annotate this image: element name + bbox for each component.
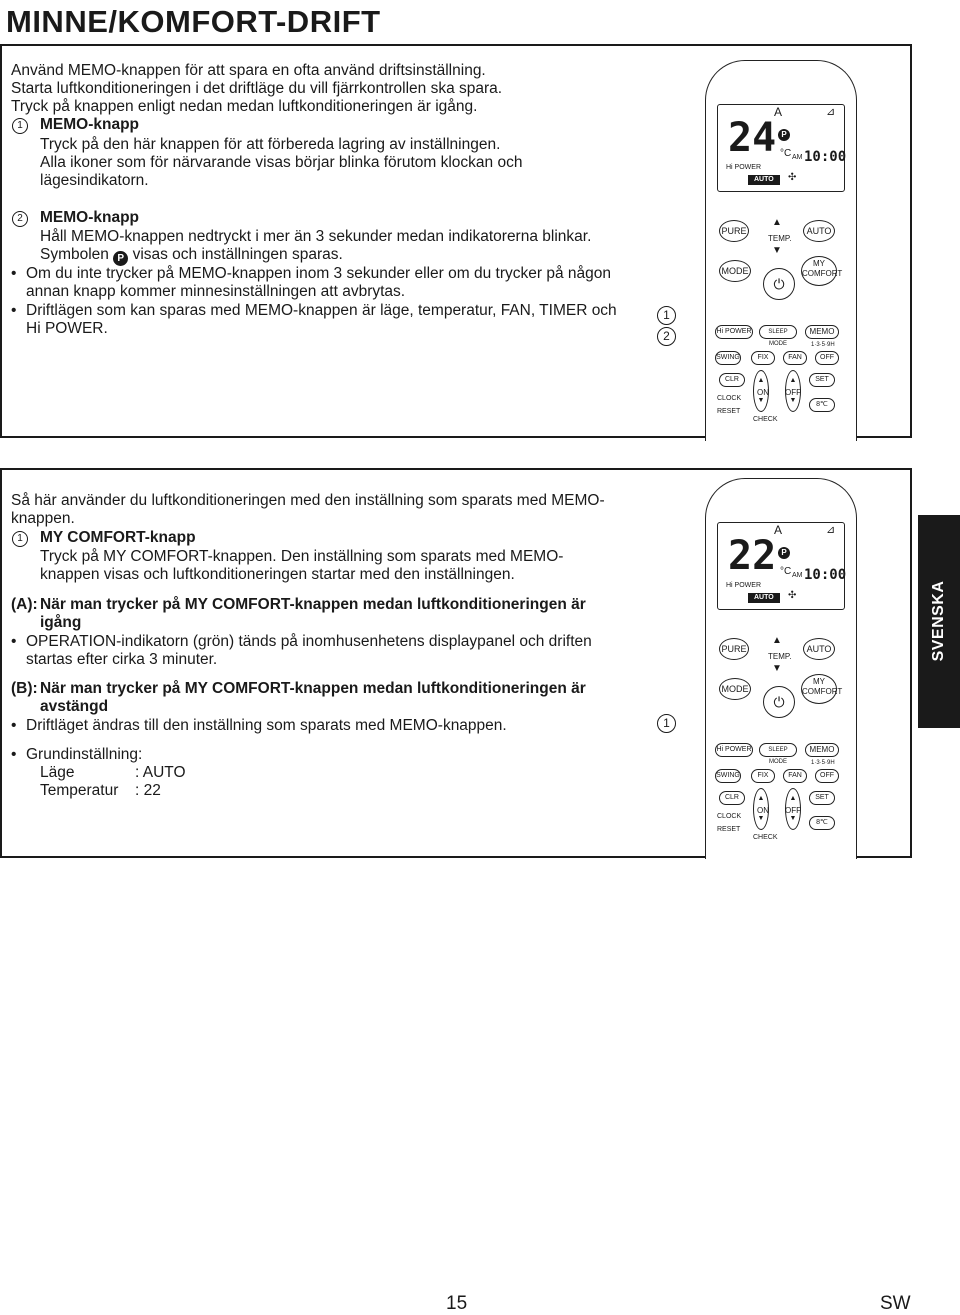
temp-up-icon[interactable]: ▲ [772, 217, 782, 228]
fix-button[interactable]: FIX [751, 351, 775, 365]
hipower-button[interactable]: Hi POWER [715, 325, 753, 339]
case-title: igång [40, 614, 82, 631]
default-temp-label: Temperatur [40, 782, 119, 799]
temp-down-icon[interactable]: ▼ [772, 245, 782, 256]
temp-label: TEMP. [768, 234, 792, 243]
bullet-text: annan knapp kommer minnesinställningen att avbrytas. [26, 283, 406, 300]
my-comfort-button[interactable] [801, 674, 843, 704]
pure-button[interactable]: PURE [719, 220, 749, 242]
timer-off-button[interactable]: ▲ ▼ [785, 370, 801, 412]
step-text: Alla ikoner som för närvarande visas börjar blinka förutom klockan och [40, 154, 523, 171]
timer-on-button[interactable]: ▲ ▼ [753, 370, 769, 412]
auto-indicator: AUTO [748, 175, 780, 185]
ampm-label: AM [792, 154, 803, 161]
case-label: (B): [11, 680, 38, 697]
callout-number: 1 [657, 714, 676, 733]
fan-icon: ✣ [788, 590, 797, 601]
intro-line: Tryck på knappen enligt nedan medan luftkonditioneringen är igång. [11, 98, 478, 115]
intro-line: knappen. [11, 510, 75, 527]
timer-on-button[interactable]: ▲ ▼ [753, 788, 769, 830]
memo-button[interactable]: MEMO [805, 325, 839, 339]
my-comfort-button[interactable] [801, 256, 843, 286]
sleep-hours-label: 1·3·5·9H [811, 342, 835, 348]
temperature-display: 22 [728, 533, 777, 579]
bullet-text: Driftläget ändras till den inställning som sparats med MEMO-knappen. [26, 717, 507, 734]
signal-icon: ⊿ [826, 524, 836, 536]
clock-display: 10:00 [804, 567, 847, 583]
language-code: SW [880, 1293, 911, 1314]
case-label: (A): [11, 596, 38, 613]
step-text: Symbolen [40, 246, 109, 263]
timer-on-label: ON [757, 806, 769, 815]
step-text-symbol [40, 246, 343, 266]
fan-button[interactable]: FAN [783, 769, 807, 783]
intro-line: Starta luftkonditioneringen i det driftläge du vill fjärrkontrollen ska spara. [11, 80, 503, 97]
reset-label: RESET [717, 826, 741, 833]
temp-up-icon[interactable]: ▲ [772, 635, 782, 646]
8c-button[interactable]: 8℃ [809, 816, 835, 830]
auto-button[interactable]: AUTO [803, 638, 835, 660]
remote-display [717, 104, 845, 192]
auto-indicator: AUTO [748, 593, 780, 603]
remote-display [717, 522, 845, 610]
page-number: 15 [446, 1293, 468, 1314]
sleep-mode-button[interactable]: SLEEP MODE [759, 325, 797, 339]
my-comfort-label: COMFORT [802, 269, 843, 278]
timer-off-label: OFF [785, 388, 801, 397]
bullet-text: Om du inte trycker på MEMO-knappen inom 3 sekunder eller om du trycker på någon [26, 265, 611, 282]
hipower-button[interactable]: Hi POWER [715, 743, 753, 757]
sleep-hours-label: 1·3·5·9H [811, 760, 835, 766]
off-button[interactable]: OFF [815, 769, 839, 783]
case-title: När man trycker på MY COMFORT-knappen medan luftkonditioneringen är [40, 596, 586, 613]
mode-letter: A [774, 523, 783, 537]
default-mode-value: : AUTO [135, 764, 186, 781]
mode-button[interactable]: MODE [719, 678, 751, 700]
callout-number: 1 [657, 306, 676, 325]
fan-button[interactable]: FAN [783, 351, 807, 365]
swing-button[interactable]: SWING [715, 769, 741, 783]
language-tab-label: SVENSKA [930, 580, 947, 662]
intro-line: Använd MEMO-knappen för att spara en ofta använd driftsinställning. [11, 62, 486, 79]
step-title: MEMO-knapp [40, 209, 140, 226]
clock-display: 10:00 [804, 149, 847, 165]
unit-label: °C [780, 566, 792, 577]
bullet-dot: • [11, 265, 17, 282]
case-title: avstängd [40, 698, 109, 715]
bullet-text: Driftlägen som kan sparas med MEMO-knappen är läge, temperatur, FAN, TIMER och [26, 302, 617, 319]
off-button[interactable]: OFF [815, 351, 839, 365]
step-text: visas och inställningen sparas. [132, 246, 343, 263]
timer-off-label: OFF [785, 806, 801, 815]
hipower-indicator: Hi POWER [726, 164, 761, 171]
set-button[interactable]: SET [809, 791, 835, 805]
step-text: knappen visas och luftkonditioneringen startar med den inställningen. [40, 566, 515, 583]
case-title: När man trycker på MY COMFORT-knappen medan luftkonditioneringen är [40, 680, 586, 697]
language-tab [918, 515, 960, 728]
p-symbol-icon: P [778, 129, 790, 141]
temp-label: TEMP. [768, 652, 792, 661]
clr-button[interactable]: CLR [719, 373, 745, 387]
p-symbol-icon: P [778, 547, 790, 559]
step-number: 1 [12, 118, 28, 134]
mode-letter: A [774, 105, 783, 119]
my-comfort-label: MY [813, 677, 825, 686]
fix-button[interactable]: FIX [751, 769, 775, 783]
default-mode-label: Läge [40, 764, 75, 781]
my-comfort-label: COMFORT [802, 687, 843, 696]
check-label: CHECK [753, 834, 778, 841]
signal-icon: ⊿ [826, 106, 836, 118]
clock-label: CLOCK [717, 395, 742, 402]
ampm-label: AM [792, 572, 803, 579]
swing-button[interactable]: SWING [715, 351, 741, 365]
step-text: Tryck på den här knappen för att förbereda lagring av inställningen. [40, 136, 501, 153]
fan-icon: ✣ [788, 172, 797, 183]
page-title: MINNE/KOMFORT-DRIFT [6, 4, 381, 39]
default-title: Grundinställning: [26, 746, 143, 763]
bullet-dot: • [11, 302, 17, 319]
default-temp-value: : 22 [135, 782, 161, 799]
bullet-text: OPERATION-indikatorn (grön) tänds på inomhusenhetens displaypanel och driften [26, 633, 592, 650]
bullet-dot: • [11, 633, 17, 650]
timer-on-label: ON [757, 388, 769, 397]
memo-button[interactable]: MEMO [805, 743, 839, 757]
my-comfort-label: MY [813, 259, 825, 268]
hipower-indicator: Hi POWER [726, 582, 761, 589]
step-number: 1 [12, 531, 28, 547]
step-title: MEMO-knapp [40, 116, 140, 133]
bullet-text: Hi POWER. [26, 320, 108, 337]
step-title: MY COMFORT-knapp [40, 529, 196, 546]
bullet-dot: • [11, 717, 17, 734]
callout-number: 2 [657, 327, 676, 346]
clr-button[interactable]: CLR [719, 791, 745, 805]
unit-label: °C [780, 148, 792, 159]
temp-down-icon[interactable]: ▼ [772, 663, 782, 674]
check-label: CHECK [753, 416, 778, 423]
title-bar [0, 0, 912, 46]
step-text: Tryck på MY COMFORT-knappen. Den inställning som sparats med MEMO- [40, 548, 564, 565]
intro-line: Så här använder du luftkonditioneringen med den inställning som sparats med MEMO- [11, 492, 605, 509]
temperature-display: 24 [728, 115, 777, 161]
clock-label: CLOCK [717, 813, 742, 820]
auto-button[interactable]: AUTO [803, 220, 835, 242]
reset-label: RESET [717, 408, 741, 415]
step-text: Håll MEMO-knappen nedtryckt i mer än 3 sekunder medan indikatorerna blinkar. [40, 228, 592, 245]
power-button[interactable]: ⏻ [763, 686, 795, 718]
step-text: lägesindikatorn. [40, 172, 149, 189]
bullet-text: startas efter cirka 3 minuter. [26, 651, 218, 668]
set-button[interactable]: SET [809, 373, 835, 387]
pure-button[interactable]: PURE [719, 638, 749, 660]
sleep-mode-button[interactable]: SLEEP MODE [759, 743, 797, 757]
8c-button[interactable]: 8℃ [809, 398, 835, 412]
p-symbol-icon: P [113, 251, 128, 266]
timer-off-button[interactable]: ▲ ▼ [785, 788, 801, 830]
step-number: 2 [12, 211, 28, 227]
mode-button[interactable]: MODE [719, 260, 751, 282]
bullet-dot: • [11, 746, 17, 763]
power-button[interactable]: ⏻ [763, 268, 795, 300]
